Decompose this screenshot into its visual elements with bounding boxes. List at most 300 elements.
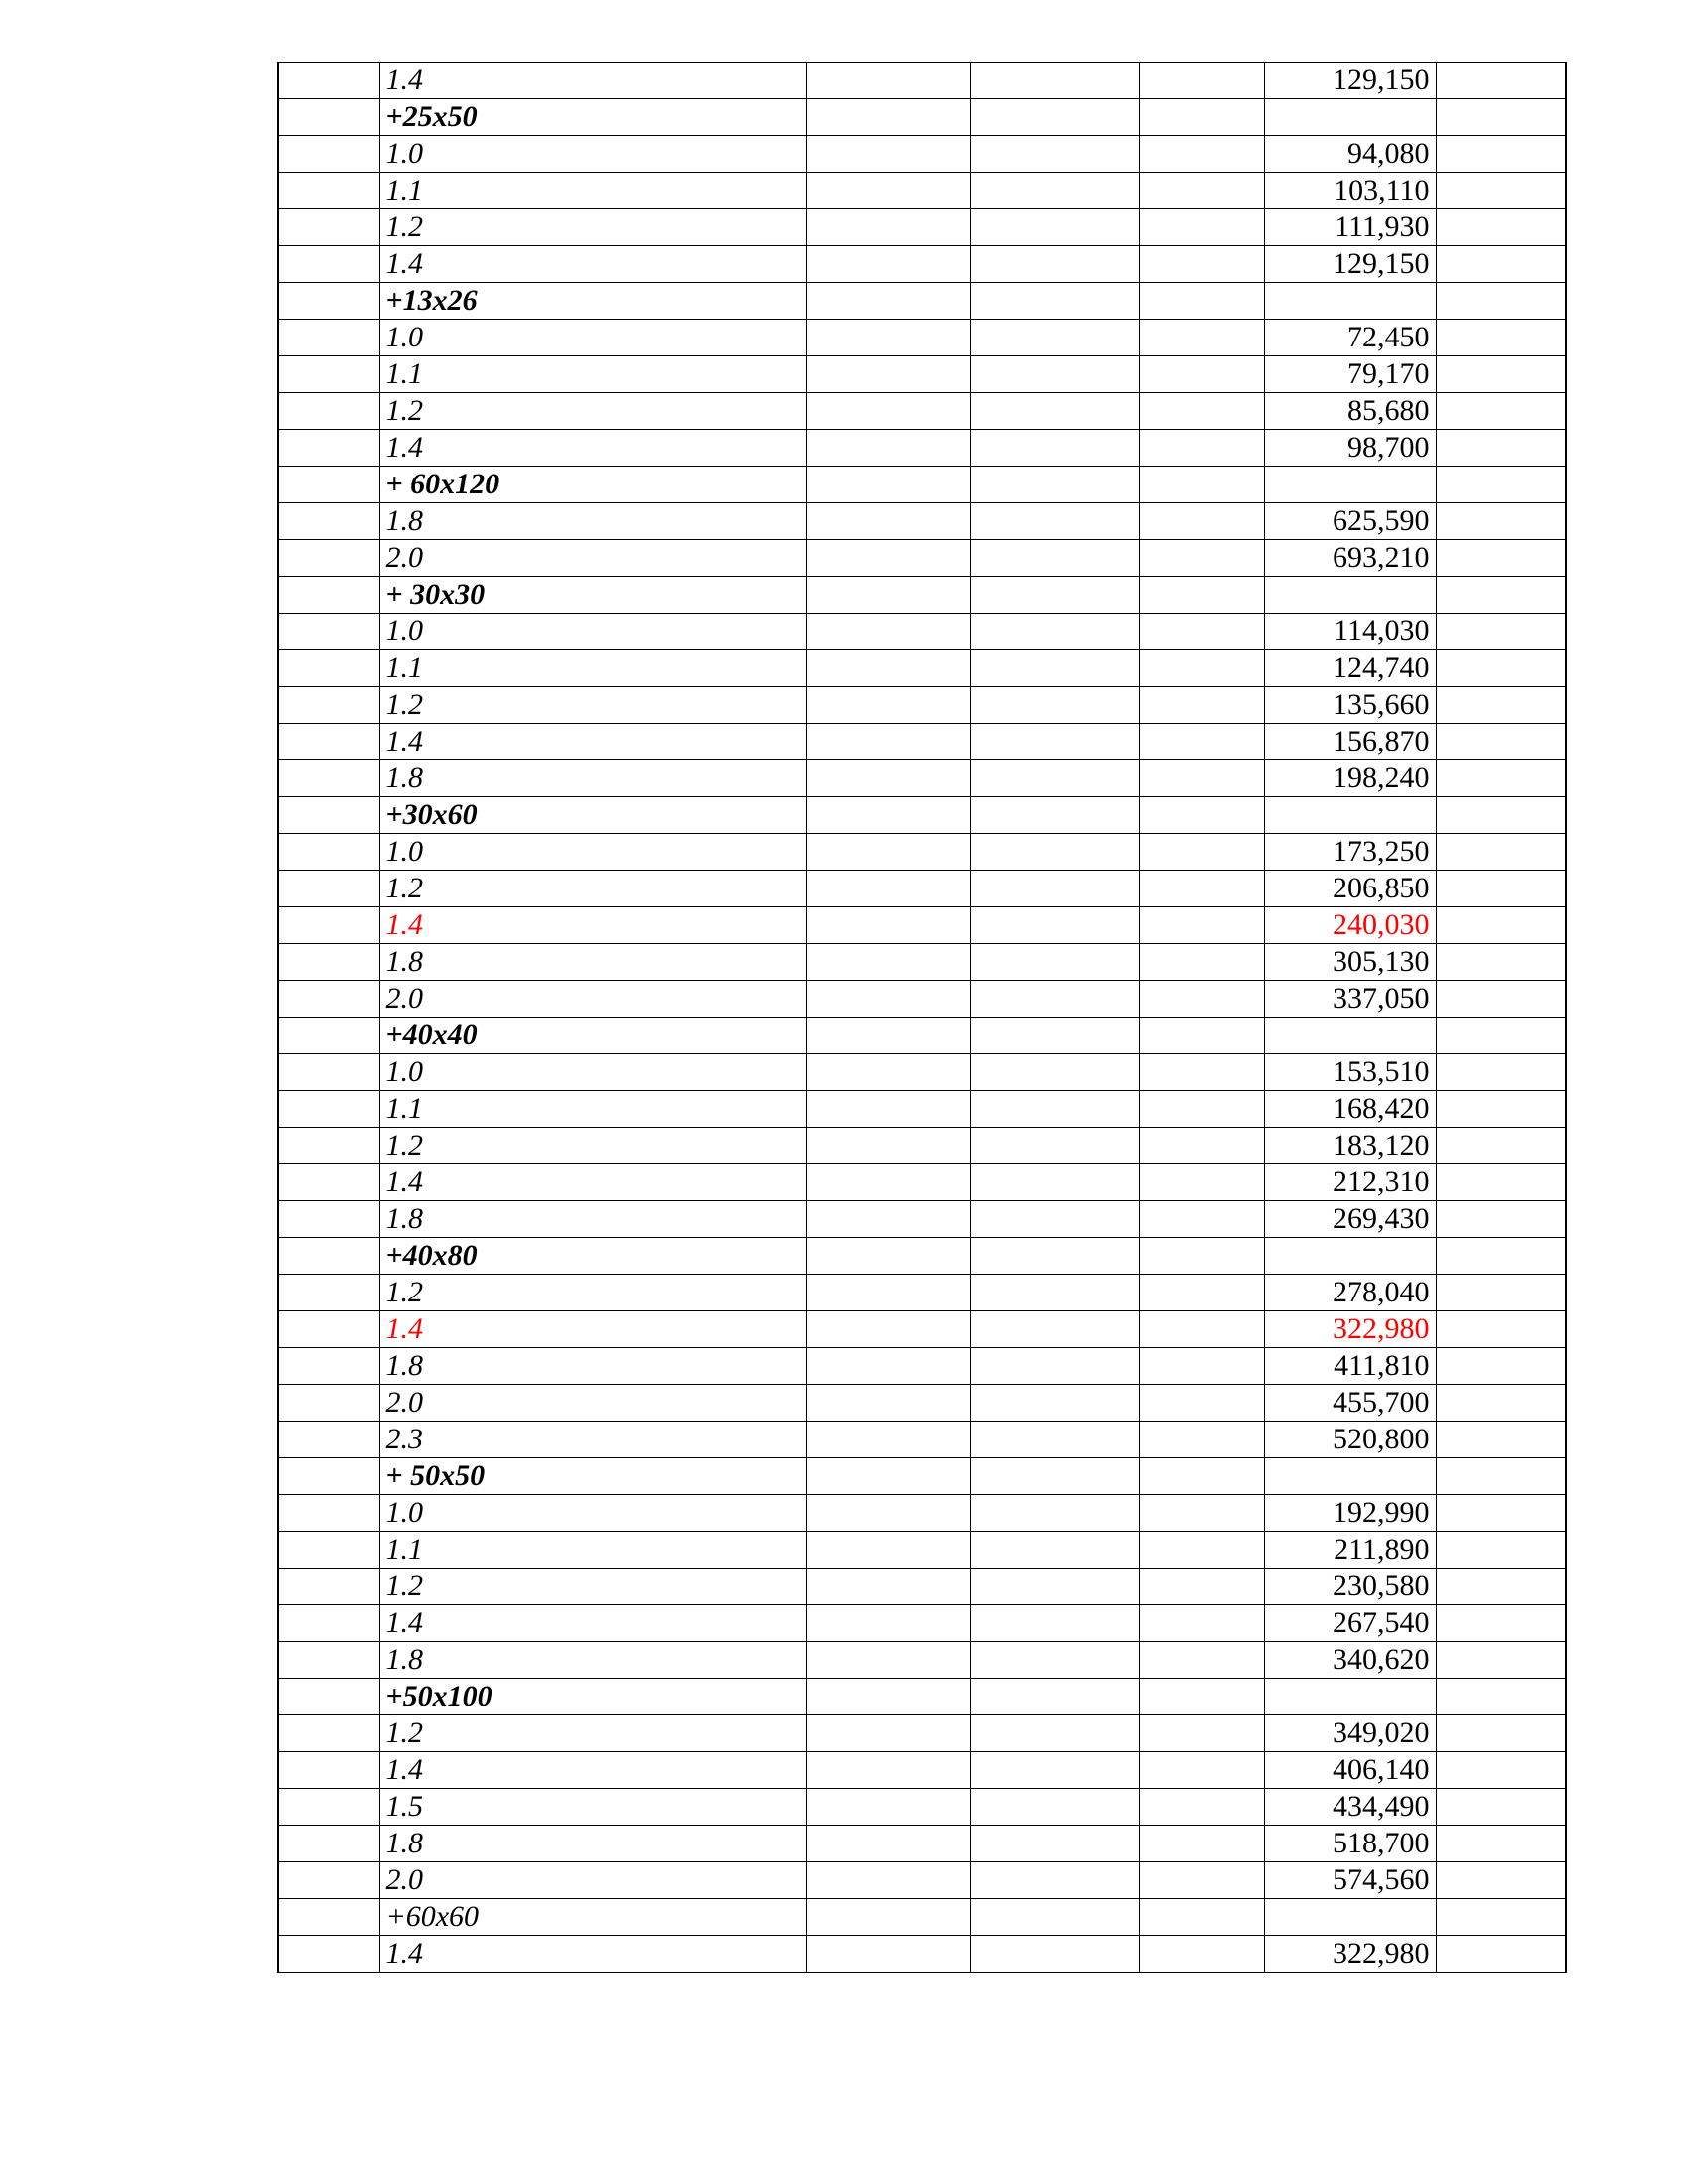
section-heading-row (278, 1679, 1566, 1715)
thickness-cell: 1.2 (379, 1275, 806, 1311)
empty-cell (806, 283, 970, 320)
empty-cell (1436, 871, 1566, 907)
thickness-cell: 1.1 (379, 1091, 806, 1128)
empty-cell (278, 1862, 379, 1899)
section-heading-cell: + 30x30 (379, 577, 806, 614)
table-row (278, 1826, 1566, 1862)
empty-cell (278, 1605, 379, 1642)
empty-cell (970, 981, 1139, 1018)
table-row (278, 136, 1566, 173)
empty-cell (806, 1495, 970, 1532)
empty-cell (970, 503, 1139, 540)
empty-cell (278, 503, 379, 540)
table-row (278, 760, 1566, 797)
empty-cell (970, 1899, 1139, 1936)
empty-cell (1436, 1018, 1566, 1054)
empty-cell (970, 1201, 1139, 1238)
empty-cell (970, 797, 1139, 834)
empty-cell (1139, 1201, 1264, 1238)
price-cell: 129,150 (1264, 246, 1436, 283)
thickness-cell: 1.8 (379, 944, 806, 981)
section-heading-cell: +40x40 (379, 1018, 806, 1054)
price-cell (1264, 1458, 1436, 1495)
empty-cell (1139, 99, 1264, 136)
empty-cell (970, 1826, 1139, 1862)
empty-cell (1139, 1018, 1264, 1054)
empty-cell (806, 503, 970, 540)
thickness-cell: 1.4 (379, 1311, 806, 1348)
empty-cell (278, 1164, 379, 1201)
empty-cell (1139, 1752, 1264, 1789)
price-cell: 156,870 (1264, 724, 1436, 760)
empty-cell (806, 1201, 970, 1238)
table-row (278, 503, 1566, 540)
empty-cell (278, 246, 379, 283)
empty-cell (278, 1495, 379, 1532)
thickness-cell: 1.0 (379, 320, 806, 356)
table-row (278, 356, 1566, 393)
price-cell: 349,020 (1264, 1715, 1436, 1752)
thickness-cell: 1.4 (379, 430, 806, 467)
table-row (278, 1752, 1566, 1789)
empty-cell (970, 760, 1139, 797)
empty-cell (970, 173, 1139, 209)
empty-cell (1436, 907, 1566, 944)
table-row (278, 1275, 1566, 1311)
thickness-cell: 1.1 (379, 1532, 806, 1569)
empty-cell (806, 687, 970, 724)
empty-cell (806, 1091, 970, 1128)
empty-cell (278, 467, 379, 503)
empty-cell (806, 63, 970, 99)
empty-cell (806, 1752, 970, 1789)
table-row (278, 1201, 1566, 1238)
section-heading-row (278, 797, 1566, 834)
empty-cell (1436, 797, 1566, 834)
thickness-cell: 1.2 (379, 209, 806, 246)
section-heading-cell: + 60x120 (379, 467, 806, 503)
empty-cell (1436, 981, 1566, 1018)
table-row (278, 871, 1566, 907)
empty-cell (1436, 1311, 1566, 1348)
empty-cell (1139, 283, 1264, 320)
section-heading-cell: +60x60 (379, 1899, 806, 1936)
empty-cell (1139, 1495, 1264, 1532)
empty-cell (970, 834, 1139, 871)
price-cell: 124,740 (1264, 650, 1436, 687)
empty-cell (1436, 1752, 1566, 1789)
price-table-body (278, 63, 1566, 1973)
empty-cell (970, 724, 1139, 760)
empty-cell (278, 1091, 379, 1128)
empty-cell (278, 320, 379, 356)
empty-cell (1436, 173, 1566, 209)
section-heading-row (278, 1458, 1566, 1495)
empty-cell (1139, 760, 1264, 797)
empty-cell (970, 650, 1139, 687)
table-row (278, 687, 1566, 724)
empty-cell (1139, 1275, 1264, 1311)
table-row (278, 1642, 1566, 1679)
table-row (278, 540, 1566, 577)
empty-cell (806, 1899, 970, 1936)
thickness-cell: 2.0 (379, 1385, 806, 1422)
thickness-cell: 1.4 (379, 1605, 806, 1642)
empty-cell (1139, 209, 1264, 246)
table-row (278, 1311, 1566, 1348)
price-cell: 192,990 (1264, 1495, 1436, 1532)
table-row (278, 1715, 1566, 1752)
empty-cell (1139, 1091, 1264, 1128)
thickness-cell: 1.2 (379, 1569, 806, 1605)
empty-cell (970, 246, 1139, 283)
price-cell: 322,980 (1264, 1311, 1436, 1348)
empty-cell (806, 1275, 970, 1311)
empty-cell (970, 1642, 1139, 1679)
empty-cell (278, 1128, 379, 1164)
price-cell (1264, 283, 1436, 320)
empty-cell (970, 1679, 1139, 1715)
empty-cell (970, 944, 1139, 981)
empty-cell (1436, 1458, 1566, 1495)
empty-cell (1436, 834, 1566, 871)
price-table (277, 62, 1567, 1973)
empty-cell (1436, 1054, 1566, 1091)
table-row (278, 1532, 1566, 1569)
empty-cell (278, 173, 379, 209)
empty-cell (1139, 1164, 1264, 1201)
empty-cell (806, 944, 970, 981)
empty-cell (1436, 1348, 1566, 1385)
empty-cell (806, 1348, 970, 1385)
empty-cell (1139, 687, 1264, 724)
empty-cell (1436, 614, 1566, 650)
empty-cell (1436, 1532, 1566, 1569)
empty-cell (970, 1605, 1139, 1642)
empty-cell (1139, 577, 1264, 614)
empty-cell (1139, 1569, 1264, 1605)
thickness-cell: 1.0 (379, 834, 806, 871)
empty-cell (970, 1422, 1139, 1458)
empty-cell (806, 1458, 970, 1495)
empty-cell (1436, 1899, 1566, 1936)
empty-cell (1139, 503, 1264, 540)
empty-cell (278, 614, 379, 650)
empty-cell (1436, 246, 1566, 283)
table-row (278, 1348, 1566, 1385)
empty-cell (1436, 1201, 1566, 1238)
empty-cell (970, 99, 1139, 136)
empty-cell (1139, 1532, 1264, 1569)
empty-cell (278, 577, 379, 614)
price-cell (1264, 1899, 1436, 1936)
empty-cell (278, 944, 379, 981)
table-row (278, 63, 1566, 99)
thickness-cell: 2.3 (379, 1422, 806, 1458)
empty-cell (806, 1569, 970, 1605)
price-cell: 267,540 (1264, 1605, 1436, 1642)
thickness-cell: 2.0 (379, 1862, 806, 1899)
empty-cell (970, 1862, 1139, 1899)
empty-cell (1139, 944, 1264, 981)
empty-cell (278, 209, 379, 246)
empty-cell (1139, 1458, 1264, 1495)
thickness-cell: 1.4 (379, 63, 806, 99)
price-cell: 518,700 (1264, 1826, 1436, 1862)
empty-cell (278, 540, 379, 577)
empty-cell (970, 1054, 1139, 1091)
empty-cell (278, 1238, 379, 1275)
table-row (278, 981, 1566, 1018)
empty-cell (278, 1569, 379, 1605)
thickness-cell: 1.0 (379, 136, 806, 173)
empty-cell (1436, 724, 1566, 760)
empty-cell (278, 1385, 379, 1422)
empty-cell (1139, 1311, 1264, 1348)
empty-cell (1139, 320, 1264, 356)
empty-cell (1436, 356, 1566, 393)
empty-cell (970, 577, 1139, 614)
empty-cell (1139, 907, 1264, 944)
table-row (278, 1605, 1566, 1642)
empty-cell (806, 981, 970, 1018)
thickness-cell: 1.2 (379, 393, 806, 430)
empty-cell (1436, 1642, 1566, 1679)
empty-cell (278, 871, 379, 907)
empty-cell (970, 1238, 1139, 1275)
empty-cell (278, 1311, 379, 1348)
price-cell: 278,040 (1264, 1275, 1436, 1311)
price-cell: 72,450 (1264, 320, 1436, 356)
table-row (278, 246, 1566, 283)
empty-cell (1139, 467, 1264, 503)
empty-cell (806, 650, 970, 687)
price-cell: 406,140 (1264, 1752, 1436, 1789)
thickness-cell: 1.8 (379, 1642, 806, 1679)
empty-cell (806, 1128, 970, 1164)
table-row (278, 1862, 1566, 1899)
empty-cell (806, 1715, 970, 1752)
price-cell: 212,310 (1264, 1164, 1436, 1201)
empty-cell (278, 1642, 379, 1679)
empty-cell (278, 1899, 379, 1936)
price-cell: 114,030 (1264, 614, 1436, 650)
empty-cell (278, 724, 379, 760)
empty-cell (806, 577, 970, 614)
empty-cell (278, 981, 379, 1018)
table-row (278, 1569, 1566, 1605)
empty-cell (278, 1789, 379, 1826)
empty-cell (1436, 1605, 1566, 1642)
empty-cell (1139, 724, 1264, 760)
empty-cell (970, 136, 1139, 173)
table-row (278, 1128, 1566, 1164)
empty-cell (1436, 1164, 1566, 1201)
empty-cell (806, 907, 970, 944)
empty-cell (1436, 1385, 1566, 1422)
price-cell: 322,980 (1264, 1936, 1436, 1973)
thickness-cell: 1.1 (379, 173, 806, 209)
empty-cell (278, 1018, 379, 1054)
thickness-cell: 1.4 (379, 1164, 806, 1201)
price-cell: 135,660 (1264, 687, 1436, 724)
empty-cell (1436, 1091, 1566, 1128)
table-row (278, 1936, 1566, 1973)
empty-cell (278, 797, 379, 834)
empty-cell (278, 1348, 379, 1385)
empty-cell (806, 1054, 970, 1091)
thickness-cell: 1.8 (379, 760, 806, 797)
price-cell: 411,810 (1264, 1348, 1436, 1385)
empty-cell (970, 614, 1139, 650)
empty-cell (806, 614, 970, 650)
table-row (278, 614, 1566, 650)
empty-cell (1139, 1054, 1264, 1091)
empty-cell (278, 393, 379, 430)
price-cell: 240,030 (1264, 907, 1436, 944)
thickness-cell: 1.8 (379, 1201, 806, 1238)
empty-cell (1139, 1605, 1264, 1642)
empty-cell (278, 283, 379, 320)
empty-cell (278, 1054, 379, 1091)
empty-cell (278, 1422, 379, 1458)
price-cell (1264, 1238, 1436, 1275)
empty-cell (1436, 1826, 1566, 1862)
table-row (278, 393, 1566, 430)
empty-cell (278, 1458, 379, 1495)
empty-cell (1139, 1936, 1264, 1973)
price-cell: 434,490 (1264, 1789, 1436, 1826)
empty-cell (806, 1826, 970, 1862)
empty-cell (278, 687, 379, 724)
thickness-cell: 1.2 (379, 1128, 806, 1164)
empty-cell (1436, 1238, 1566, 1275)
table-row (278, 834, 1566, 871)
empty-cell (970, 1569, 1139, 1605)
table-row (278, 724, 1566, 760)
empty-cell (278, 650, 379, 687)
empty-cell (806, 1311, 970, 1348)
price-cell: 103,110 (1264, 173, 1436, 209)
section-heading-cell: +40x80 (379, 1238, 806, 1275)
empty-cell (1139, 1789, 1264, 1826)
empty-cell (806, 1679, 970, 1715)
section-heading-row (278, 1018, 1566, 1054)
empty-cell (806, 1164, 970, 1201)
table-row (278, 1789, 1566, 1826)
empty-cell (970, 1532, 1139, 1569)
thickness-cell: 1.0 (379, 614, 806, 650)
price-cell: 168,420 (1264, 1091, 1436, 1128)
thickness-cell: 1.0 (379, 1495, 806, 1532)
empty-cell (806, 246, 970, 283)
empty-cell (1436, 577, 1566, 614)
empty-cell (278, 1826, 379, 1862)
price-cell: 211,890 (1264, 1532, 1436, 1569)
empty-cell (970, 1348, 1139, 1385)
empty-cell (806, 1605, 970, 1642)
empty-cell (278, 834, 379, 871)
empty-cell (278, 136, 379, 173)
section-heading-row (278, 283, 1566, 320)
empty-cell (278, 99, 379, 136)
price-cell: 206,850 (1264, 871, 1436, 907)
thickness-cell: 1.8 (379, 1348, 806, 1385)
section-heading-cell: + 50x50 (379, 1458, 806, 1495)
thickness-cell: 1.2 (379, 687, 806, 724)
thickness-cell: 1.4 (379, 907, 806, 944)
empty-cell (1139, 1238, 1264, 1275)
empty-cell (1436, 99, 1566, 136)
empty-cell (970, 63, 1139, 99)
empty-cell (970, 687, 1139, 724)
thickness-cell: 1.4 (379, 246, 806, 283)
thickness-cell: 1.4 (379, 1752, 806, 1789)
empty-cell (970, 356, 1139, 393)
empty-cell (278, 760, 379, 797)
empty-cell (1436, 687, 1566, 724)
empty-cell (970, 1128, 1139, 1164)
price-cell (1264, 577, 1436, 614)
empty-cell (806, 356, 970, 393)
price-cell: 520,800 (1264, 1422, 1436, 1458)
section-heading-cell: +13x26 (379, 283, 806, 320)
empty-cell (1436, 760, 1566, 797)
thickness-cell: 1.4 (379, 1936, 806, 1973)
empty-cell (1139, 356, 1264, 393)
empty-cell (970, 430, 1139, 467)
empty-cell (278, 907, 379, 944)
empty-cell (1139, 1422, 1264, 1458)
price-cell: 230,580 (1264, 1569, 1436, 1605)
price-cell: 337,050 (1264, 981, 1436, 1018)
price-cell: 111,930 (1264, 209, 1436, 246)
table-row (278, 320, 1566, 356)
empty-cell (806, 1532, 970, 1569)
empty-cell (806, 209, 970, 246)
section-heading-row (278, 99, 1566, 136)
empty-cell (278, 1752, 379, 1789)
table-row (278, 1164, 1566, 1201)
empty-cell (1139, 797, 1264, 834)
price-cell: 693,210 (1264, 540, 1436, 577)
empty-cell (970, 1385, 1139, 1422)
empty-cell (806, 760, 970, 797)
empty-cell (806, 1422, 970, 1458)
empty-cell (806, 1862, 970, 1899)
section-heading-row (278, 1238, 1566, 1275)
thickness-cell: 1.4 (379, 724, 806, 760)
empty-cell (1139, 650, 1264, 687)
empty-cell (1436, 393, 1566, 430)
empty-cell (1139, 63, 1264, 99)
price-cell: 455,700 (1264, 1385, 1436, 1422)
empty-cell (1139, 834, 1264, 871)
empty-cell (970, 1752, 1139, 1789)
table-row (278, 430, 1566, 467)
empty-cell (1436, 1128, 1566, 1164)
empty-cell (970, 209, 1139, 246)
empty-cell (970, 1789, 1139, 1826)
empty-cell (1436, 320, 1566, 356)
empty-cell (970, 1458, 1139, 1495)
price-cell (1264, 1018, 1436, 1054)
empty-cell (1436, 503, 1566, 540)
price-cell: 153,510 (1264, 1054, 1436, 1091)
price-cell: 340,620 (1264, 1642, 1436, 1679)
empty-cell (970, 1936, 1139, 1973)
empty-cell (806, 1018, 970, 1054)
